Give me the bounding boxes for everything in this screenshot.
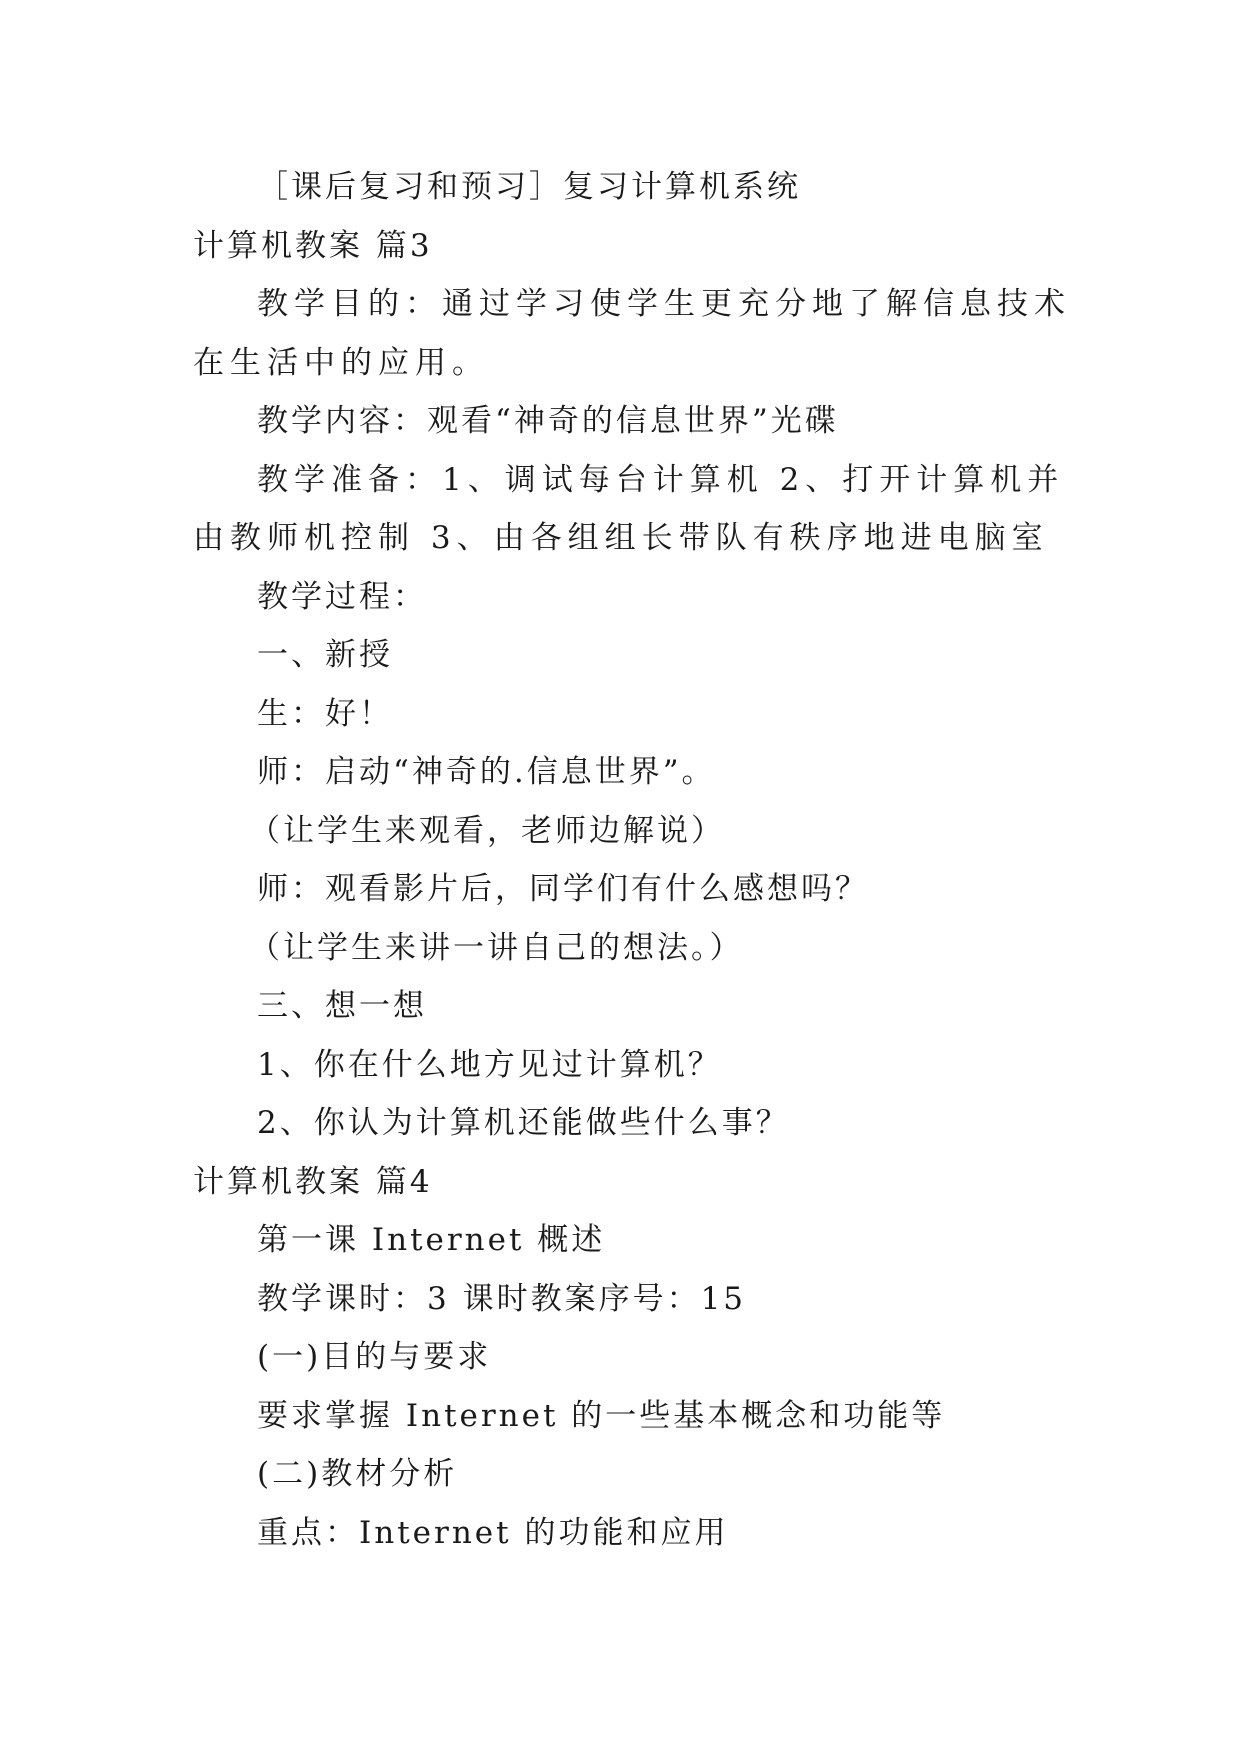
- note-watch: （让学生来观看，老师边解说）: [249, 812, 725, 849]
- student-line: 生：好！: [257, 695, 393, 732]
- teaching-preparation-paragraph: 教学准备：1、调试每台计算机 2、打开计算机并由教师机控制 3、由各组组长带队有秩序地进电脑室: [193, 461, 1065, 556]
- step-new-lesson: 一、新授: [257, 637, 393, 673]
- goals-heading: (一)目的与要求: [257, 1339, 492, 1375]
- document-body: [193, 158, 1073, 1562]
- review-preview-line: ［课后复习和预习］复习计算机系统: [257, 169, 801, 205]
- question-1: 1、你在什么地方见过计算机？: [257, 1046, 722, 1083]
- question-2: 2、你认为计算机还能做些什么事？: [257, 1105, 790, 1141]
- step-think: 三、想一想: [257, 988, 427, 1024]
- teaching-process-label: 教学过程：: [257, 578, 427, 615]
- teaching-content-line: 教学内容：观看“神奇的信息世界”光碟: [257, 403, 839, 439]
- teaching-goal-paragraph: 教学目的：通过学习使学生更充分地了解信息技术在生活中的应用。: [193, 286, 1071, 381]
- teacher-line-start: 师：启动“神奇的.信息世界”。: [257, 754, 716, 790]
- lesson-hours: 教学课时：3 课时教案序号：15: [257, 1280, 747, 1317]
- teacher-line-question: 师：观看影片后，同学们有什么感想吗？: [257, 871, 869, 907]
- goals-text: 要求掌握 Internet 的一些基本概念和功能等: [257, 1397, 946, 1434]
- note-share: （让学生来讲一讲自己的想法。）: [249, 929, 744, 966]
- analysis-heading: (二)教材分析: [257, 1456, 458, 1492]
- lesson-title: 第一课 Internet 概述: [257, 1222, 606, 1258]
- section-heading-4: 计算机教案 篇4: [193, 1163, 433, 1200]
- section-heading-3: 计算机教案 篇3: [193, 227, 433, 264]
- key-points-text: 重点：Internet 的功能和应用: [257, 1514, 729, 1551]
